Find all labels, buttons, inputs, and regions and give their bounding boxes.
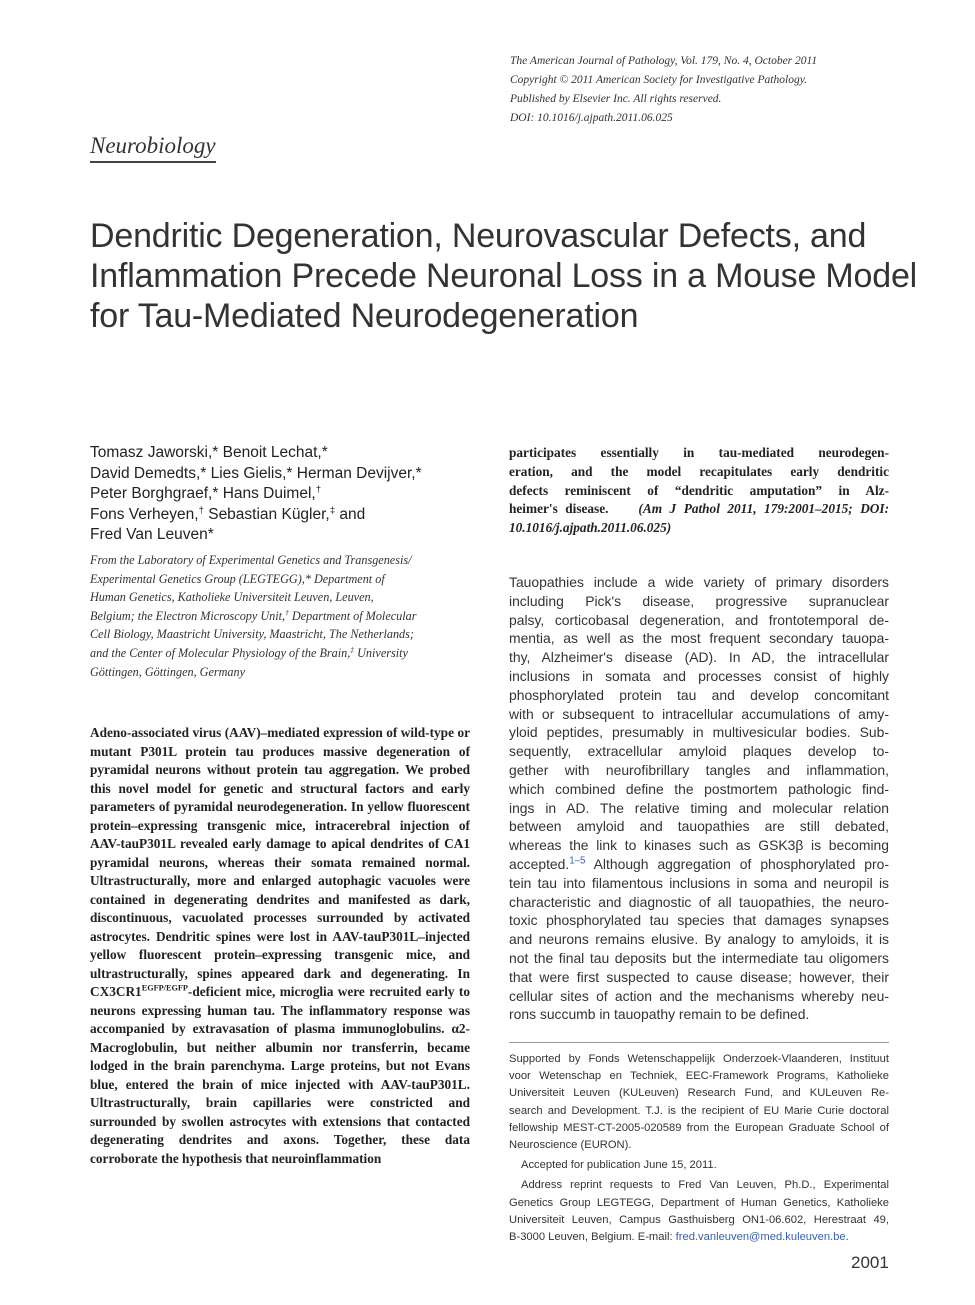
author-line: David Demedts,* Lies Gielis,* Herman Devijver,*	[90, 464, 422, 482]
author-line: Tomasz Jaworski,* Benoit Lechat,*	[90, 444, 328, 461]
journal-name: The American Journal of Pathology, Vol. 179, No. 4, October 2011	[510, 55, 818, 67]
doi: DOI: 10.1016/j.ajpath.2011.06.025	[510, 112, 673, 124]
journal-citation-block	[510, 52, 930, 128]
author-line: Fred Van Leuven*	[90, 526, 214, 543]
publisher: Published by Elsevier Inc. All rights reserved.	[510, 93, 722, 105]
author-line: Fons Verheyen,† Sebastian Kügler,‡ and	[90, 504, 366, 523]
citation: (Am J Pathol 2011, 179:2001–2015; DOI:	[638, 501, 889, 517]
author-line: Peter Borghgraef,* Hans Duimel,†	[90, 483, 322, 502]
article-title: Dendritic Degeneration, Neurovascular Defects, and Inflammation Precede Neuronal Loss in a Mouse Model for Tau-Mediated Neurodegeneration	[90, 217, 918, 335]
author-list	[90, 443, 485, 546]
email-link[interactable]: fred.vanleuven@med.kuleuven.be	[675, 1231, 846, 1244]
section-heading: Neurobiology	[90, 132, 216, 163]
body-paragraph: Tauopathies include a wide variety of primary disorders including Pick's disease, progressive supranuclear palsy, corticobasal degeneration, and frontotemporal de- mentia, as well as the most frequent secondary tauopa- thy, Alzheimer's disease (AD). In AD, the intracellular inclusions in somata and processes consist of highly phosphorylated protein tau and develop concomitant with or subsequent to intracellular accumulations of amy- yloid peptides, presumably in multivesicular bodies. Sub- sequently, extracellular amyloid plaques develop to- gether with neurofibrillary tangles and inflammation, which combined define the postmortem pathologic find- ings in AD. The relative timing and molecular relation between amyloid and tauopathies are still debated, whereas the link to kinases such as GSK3β is becoming accepted.$^{1-5}$ Although aggregation of phosphorylated pro- tein tau into filamentous inclusions in soma and neuropil is characteristic and diagnostic of all tauopathies, the neuro- toxic phosphorylated tau species that damages synapses and neurons remains elusive. By analogy to amyloids, it is not the final tau deposits but the intermediate tau oligomers that were first suspected to cause disease; however, their cellular sites of action and the mechanisms whereby neu- rons succumb in tauopathy remain to be defined.	[509, 574, 889, 1023]
accepted-date: Accepted for publication June 15, 2011.	[521, 1159, 717, 1172]
footnote-divider	[509, 1042, 889, 1043]
abstract-continuation: participates essentially in tau-mediated neurodegen- eration, and the model recapitulates early dendritic defects reminiscent of “dendritic amputation” in Alz- heimer's disease. (Am J Pathol 2011, 179:2001–2015; DOI: 10.1016/j.ajpath.2011.06.025)	[509, 445, 889, 536]
footnotes: Supported by Fonds Wetenschappelijk Onderzoek-Vlaanderen, Instituut voor Wetenschap en Techniek, EEC-Framework Programs, Katholieke Universiteit Leuven (KULeuven) Research Fund, and KULeuven Re- search and Development. T.J. is the recipient of EU Marie Curie doctoral fellowship MEST-CT-2005-020589 from the European Graduate School of Neuroscience (EURON). Accepted for publication June 15, 2011. Address reprint requests to Fred Van Leuven, Ph.D., Experimental Genetics Group LEGTEGG, Department of Human Genetics, Katholieke Universiteit Leuven, Campus Gasthuisberg ON1-06.602, Herestraat 49, B-3000 Leuven, Belgium. E-mail: fred.vanleuven@med.kuleuven.be.	[509, 1053, 889, 1244]
reference-link[interactable]: 1–5	[569, 855, 586, 867]
copyright: Copyright © 2011 American Society for Investigative Pathology.	[510, 74, 808, 86]
affiliations: From the Laboratory of Experimental Genetics and Transgenesis/ Experimental Genetics Group (LEGTEGG),* Department of Human Genetics, Katholieke Universiteit Leuven, Leuven, Belgium; the Electron Microscopy Unit,† Department of Molecular Cell Biology, Maastricht University, Maastricht, The Netherlands; and the Center of Molecular Physiology of the Brain,‡ University Göttingen, Göttingen, Germany	[90, 553, 417, 679]
abstract: Adeno-associated virus (AAV)–mediated expression of wild-type or mutant P301L protein tau produces massive degeneration of pyramidal neurons without protein tau aggregation. We probed this novel model for genetic and structural factors and early parameters of pyramidal neurodegeneration. In yellow fluorescent protein–expressing transgenic mice, intracerebral injection of AAV-tauP301L revealed early damage to apical dendrites of CA1 pyramidal neurons, whereas their somata remained normal. Ultrastructurally, more and enlarged autophagic vacuoles were contained in degenerating dendrites and manifested as dark, discontinuous, vacuolated processes surrounded by activated astrocytes. Dendritic spines were lost in AAV-tauP301L–injected yellow fluorescent protein–expressing transgenic mice, and ultrastructurally, spines appeared dark and degenerating. In $CX3CR1^{EGFP/EGFP}$-deficient mice, microglia were recruited early to neurons expressing human tau. The inflammatory response was accompanied by extravasation of plasma immunoglobulins. α2-Macroglobulin, but neither albumin nor transferrin, became lodged in the brain parenchyma. Large proteins, but not Evans blue, entered the brain of mice injected with AAV-tauP301L. Ultrastructurally, brain capillaries were constricted and surrounded by swollen astrocytes with extensions that contacted degenerating dendrites and axons. Together, these data corroborate the hypothesis that neuroinflammation	[90, 725, 470, 1166]
page-number: 2001	[851, 1253, 889, 1272]
